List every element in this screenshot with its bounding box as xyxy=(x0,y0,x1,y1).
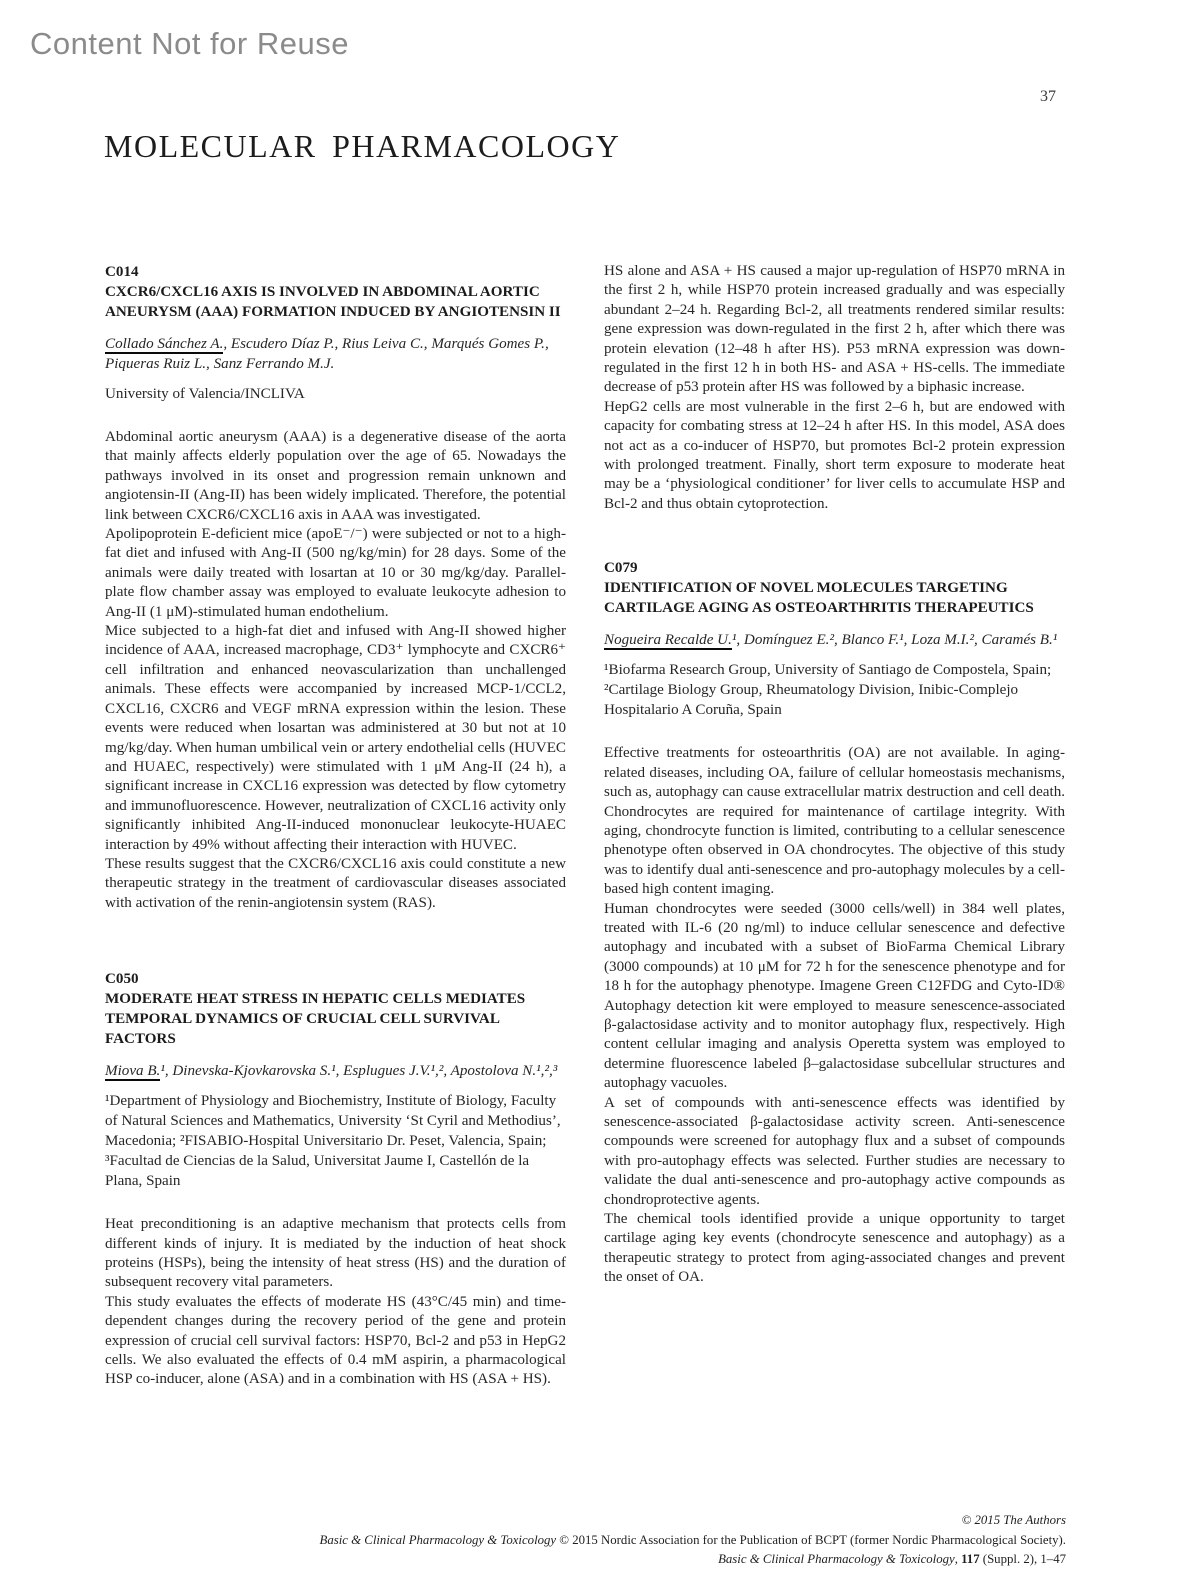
abstract-c014-coauthors: , Escudero Díaz P., Rius Leiva C., Marqués Gomes P., Piqueras Ruiz L., Sanz Ferrando M.J. xyxy=(105,336,549,372)
section-title: MOLECULAR PHARMACOLOGY xyxy=(104,128,621,164)
footer-citation-pages: (Suppl. 2), 1–47 xyxy=(979,1552,1066,1566)
footer xyxy=(105,1511,1066,1570)
abstract-paragraph: Mice subjected to a high-fat diet and infused with Ang-II showed higher incidence of AAA, increased macrophage, CD3⁺ lymphocyte and CXCR6⁺ cell infiltration and enhanced neovascularization than unchallenged animals. These effects were accompanied by increased MCP-1/CCL2, CXCL16, CXCR6 and VEGF mRNA expression within the lesion. These events were reduced when losartan was administered at 30 but not at 10 mg/kg/day. When human umbilical vein or artery endothelial cells (HUVEC and HUAEC, respectively) were stimulated with 1 μM Ang-II (24 h), a significant increase in CXCL16 expression was detected by flow cytometry and immunofluorescence. However, neutralization of CXCL16 activity only significantly inhibited Ang-II-induced mononuclear leukocyte-HUAEC interaction by 49% without affecting their interaction with HUVEC. xyxy=(105,623,566,853)
abstract-c014-title: CXCR6/CXCL16 AXIS IS INVOLVED IN ABDOMINAL AORTIC ANEURYSM (AAA) FORMATION INDUCED BY ANGIOTENSIN II xyxy=(105,284,561,320)
abstract-c050-header xyxy=(105,969,566,1049)
footer-publisher-text: © 2015 Nordic Association for the Publication of BCPT (former Nordic Pharmacological Society). xyxy=(556,1532,1066,1547)
abstract-c014-first-author: Collado Sánchez A. xyxy=(105,336,224,352)
abstract-c014-authors xyxy=(105,334,566,374)
footer-copyright-line xyxy=(105,1511,1066,1531)
abstract-c014-affiliation: University of Valencia/INCLIVA xyxy=(105,386,305,402)
abstract-paragraph: Apolipoprotein E-deficient mice (apoE⁻/⁻) were subjected or not to a high-fat diet and infused with Ang-II (500 ng/kg/min) for 28 days. Some of the animals were daily treated with losartan at 10 or 30 mg/kg/day. Parallel-plate flow chamber assay was employed to evaluate leukocyte adhesion to Ang-II (1 μM)-stimulated human endothelium. xyxy=(105,526,566,620)
abstract-c050-authors xyxy=(105,1061,566,1081)
footer-journal-name: Basic & Clinical Pharmacology & Toxicology xyxy=(319,1532,557,1547)
abstract-paragraph: Human chondrocytes were seeded (3000 cells/well) in 384 well plates, treated with IL-6 (20 ng/ml) to induce cellular senescence and defective autophagy and incubated with a subset of BioFarma Chemical Library (3000 compounds) at 10 μM for 72 h for the senescence phenotype and for 18 h for the autophagy phenotype. Imagene Green C12FDG and Cyto-ID® Autophagy detection kit were employed to measure senescence-associated β-galactosidase activity and to monitor autophagy flux, respectively. High content cellular imaging and analysis Operetta system was employed to determine fluorescence labeled β–galactosidase subcellular structures and autophagy vacuoles. xyxy=(604,900,1065,1092)
abstract-c050-continuation xyxy=(604,262,1065,514)
abstract-paragraph: These results suggest that the CXCR6/CXCL16 axis could constitute a new therapeutic strategy in the treatment of cardiovascular diseases associated with activation of the renin-angiotensin system (RAS). xyxy=(105,855,566,911)
abstract-c050-coauthors: ¹, Dinevska-Kjovkarovska S.¹, Esplugues J.V.¹,², Apostolova N.¹,²,³ xyxy=(160,1063,558,1080)
abstract-paragraph: Effective treatments for osteoarthritis (OA) are not available. In aging-related diseases, including OA, failure of cellular homeostasis mechanisms, such as, autophagy can cause extracellular matrix destruction and cell death. Chondrocytes are required for maintenance of cartilage integrity. With aging, chondrocyte function is limited, contributing to a cellular senescence phenotype often observed in OA chondrocytes. The objective of this study was to identify dual anti-senescence and pro-autophagy molecules by a cell-based high content imaging. xyxy=(604,745,1066,898)
abstract-c014 xyxy=(105,262,566,913)
abstract-paragraph: This study evaluates the effects of moderate HS (43°C/45 min) and time-dependent changes during the recovery period of the gene and protein expression of crucial cell survival factors: HSP70, Bcl-2 and p53 in HepG2 cells. We also evaluated the effects of 0.4 mM aspirin, a pharmacological HSP co-inducer, alone (ASA) and in a combination with HS (ASA + HS). xyxy=(105,1293,566,1388)
page-number: 37 xyxy=(1040,88,1056,105)
footer-citation-journal: Basic & Clinical Pharmacology & Toxicology xyxy=(718,1552,955,1566)
abstract-c079-coauthors: ¹, Domínguez E.², Blanco F.¹, Loza M.I.², Caramés B.¹ xyxy=(731,632,1058,649)
abstract-c079-title: IDENTIFICATION OF NOVEL MOLECULES TARGETING CARTILAGE AGING AS OSTEOARTHRITIS THERAPEUTICS xyxy=(604,580,1034,617)
abstract-c079-first-author: Nogueira Recalde U. xyxy=(604,632,732,649)
abstract-paragraph: HS alone and ASA + HS caused a major up-regulation of HSP70 mRNA in the first 2 h, while HSP70 protein increased gradually and was especially abundant 2–24 h. Regarding Bcl-2, all treatments rendered similar results: gene expression was down-regulated in the first 2 h, after which there was protein elevation (12–48 h after HS). P53 mRNA expression was down-regulated in the first 12 h in both HS- and ASA + HS-cells. The immediate decrease of p53 protein after HS was followed by a biphasic increase. xyxy=(604,263,1065,396)
abstract-paragraph: HepG2 cells are most vulnerable in the first 2–6 h, but are endowed with capacity for combating stress at 12–24 h after HS. In this model, ASA does not act as a co-inducer of HSP70, but promotes Bcl-2 protein expression with prolonged treatment. Finally, short term exposure to moderate heat may be a ‘physiological conditioner’ for liver cells to accumulate HSP and Bcl-2 and thus obtain cytoprotection. xyxy=(604,398,1065,512)
footer-copyright-text: © 2015 The Authors xyxy=(961,1513,1066,1527)
abstract-c079-body xyxy=(604,744,1065,1287)
abstract-c050-affiliation: ¹Department of Physiology and Biochemistry, Institute of Biology, Faculty of Natural Sciences and Mathematics, University ‘St Cyril and Methodius’, Macedonia; ²FISABIO-Hospital Universitario Dr. Peset, Valencia, Spain; ³Facultad de Ciencias de la Salud, Universitat Jaume I, Castellón de la Plana, Spain xyxy=(105,1093,561,1190)
abstract-paragraph: Heat preconditioning is an adaptive mechanism that protects cells from different kinds of injury. It is mediated by the induction of heat shock proteins (HSPs), being the intensity of heat stress (HS) and the duration of subsequent recovery vital parameters. xyxy=(105,1216,566,1291)
abstract-c079-authors xyxy=(604,630,1065,650)
footer-citation-line xyxy=(105,1550,1066,1570)
abstract-c079-affiliation: ¹Biofarma Research Group, University of Santiago de Compostela, Spain; ²Cartilage Biology Group, Rheumatology Division, Inibic-Complejo Hospitalario A Coruña, Spain xyxy=(604,662,1052,719)
abstract-c050-code: C050 xyxy=(105,971,139,988)
abstract-paragraph: A set of compounds with anti-senescence effects was identified by senescence-associated β-galactosidase activity screen. Anti-senescence compounds were screened for autophagy flux and a subset of compounds with pro-autophagy effects was selected. Further studies are necessary to validate the dual anti-senescence and pro-autophagy active compounds as chondroprotective agents. xyxy=(604,1094,1065,1208)
abstract-paragraph: The chemical tools identified provide a unique opportunity to target cartilage aging key events (chondrocyte senescence and autophagy) as a therapeutic strategy to protect from aging-associated changes and prevent the onset of OA. xyxy=(604,1211,1065,1286)
footer-citation-volume: 117 xyxy=(961,1552,980,1566)
footer-citation-sep: , xyxy=(954,1552,962,1566)
abstract-c079-code: C079 xyxy=(604,560,638,577)
abstract-c079-header xyxy=(604,558,1065,618)
abstract-c050-title: MODERATE HEAT STRESS IN HEPATIC CELLS MEDIATES TEMPORAL DYNAMICS OF CRUCIAL CELL SURVIVAL FACTORS xyxy=(105,991,526,1048)
abstract-c014-code: C014 xyxy=(105,264,139,280)
abstract-c014-body xyxy=(105,428,566,913)
abstract-paragraph: Abdominal aortic aneurysm (AAA) is a degenerative disease of the aorta that mainly affects elderly population over the age of 65. Nowadays the pathways involved in its onset and progression remain unknown and angiotensin-II (Ang-II) has been widely implicated. Therefore, the potential link between CXCR6/CXCL16 axis in AAA was investigated. xyxy=(105,429,566,523)
watermark-text: Content Not for Reuse xyxy=(30,26,349,61)
abstract-c050-first-author: Miova B. xyxy=(105,1063,161,1080)
footer-publisher-line xyxy=(105,1531,1066,1551)
abstract-c050-body-left xyxy=(105,1215,566,1390)
abstract-c079 xyxy=(604,558,1065,1287)
abstract-c014-header xyxy=(105,262,566,322)
right-column xyxy=(604,262,1065,1288)
left-column xyxy=(105,262,566,1390)
abstract-c050 xyxy=(105,969,566,1390)
